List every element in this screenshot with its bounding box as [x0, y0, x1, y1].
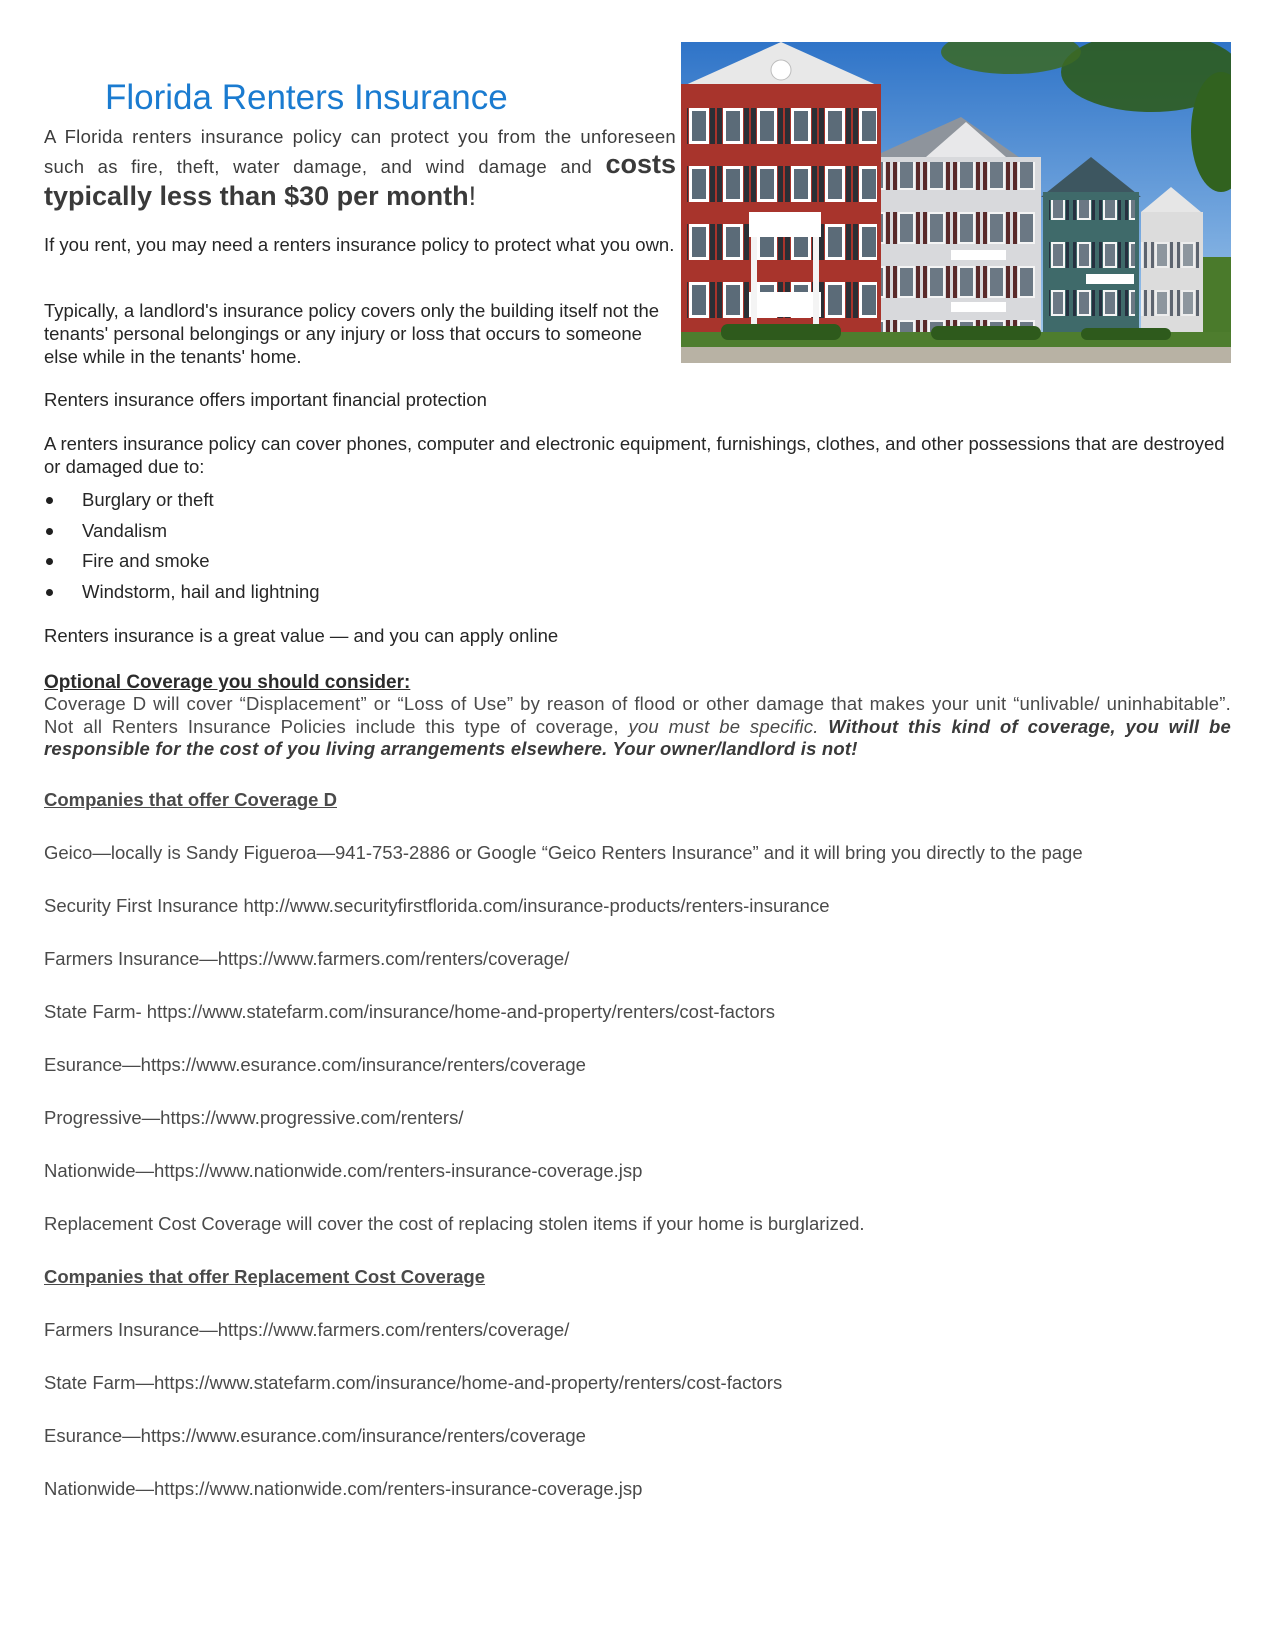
coverage-d-company: Progressive—https://www.progressive.com/renters/	[44, 1107, 464, 1128]
townhouses-photo	[681, 42, 1231, 363]
coverage-d-company: Security First Insurance http://www.securityfirstflorida.com/insurance-products/renters-insurance	[44, 895, 830, 916]
damage-causes-list	[44, 485, 320, 607]
replacement-company: State Farm—https://www.statefarm.com/insurance/home-and-property/renters/cost-factors	[44, 1372, 783, 1393]
intro-price-emphasis: costs typically less than $30 per month	[44, 149, 676, 211]
cover-paragraph: A renters insurance policy can cover phones, computer and electronic equipment, furnishings, clothes, and other possessions that are destroyed or damaged due to:	[44, 433, 1225, 477]
coverage-d-company: Nationwide—https://www.nationwide.com/renters-insurance-coverage.jsp	[44, 1160, 643, 1181]
coverage-d-company: Esurance—https://www.esurance.com/insurance/renters/coverage	[44, 1054, 586, 1075]
optional-coverage-heading: Optional Coverage you should consider:	[44, 672, 411, 693]
list-item: Burglary or theft	[44, 485, 320, 516]
replacement-cost-paragraph: Replacement Cost Coverage will cover the cost of replacing stolen items if your home is burglarized.	[44, 1213, 865, 1234]
optional-coverage-paragraph	[44, 693, 1231, 761]
protection-paragraph: Renters insurance offers important financial protection	[44, 389, 487, 410]
intro-text: A Florida renters insurance policy can protect you from the unforeseen such as fire, theft, water damage, and wind damage and	[44, 126, 676, 177]
list-item: Windstorm, hail and lightning	[44, 577, 320, 608]
replacement-company: Nationwide—https://www.nationwide.com/renters-insurance-coverage.jsp	[44, 1478, 643, 1499]
list-item: Vandalism	[44, 516, 320, 547]
bullet-dot-icon	[46, 528, 53, 535]
intro-exclaim: !	[468, 181, 477, 211]
intro-paragraph	[44, 125, 676, 212]
page-title: Florida Renters Insurance	[105, 78, 508, 117]
coverage-d-company: State Farm- https://www.statefarm.com/insurance/home-and-property/renters/cost-factors	[44, 1001, 776, 1022]
list-item: Fire and smoke	[44, 546, 320, 577]
landlord-paragraph: Typically, a landlord's insurance policy covers only the building itself not the tenants' personal belongings or any injury or loss that occurs to someone else while in the tenants' home.	[44, 300, 660, 367]
optional-coverage-italic: you must be specific.	[628, 715, 819, 737]
value-paragraph: Renters insurance is a great value — and you can apply online	[44, 625, 559, 646]
coverage-d-company: Farmers Insurance—https://www.farmers.com/renters/coverage/	[44, 948, 570, 969]
bullet-dot-icon	[46, 497, 53, 504]
bullet-dot-icon	[46, 589, 53, 596]
optional-coverage-text: Coverage D will cover “Displacement” or “Loss of Use” by reason of flood or other damage that makes your unit “unlivable/ uninhabitable”. Not all Renters Insurance Policies include this type of coverage,	[44, 693, 1231, 737]
replacement-cost-heading: Companies that offer Replacement Cost Coverage	[44, 1266, 486, 1287]
optional-coverage-warning: Without this kind of coverage, you will be responsible for the cost of you living arrangements elsewhere. Your owner/landlord is not!	[44, 715, 1231, 759]
replacement-company: Farmers Insurance—https://www.farmers.com/renters/coverage/	[44, 1319, 570, 1340]
coverage-d-heading: Companies that offer Coverage D	[44, 789, 337, 810]
replacement-company: Esurance—https://www.esurance.com/insurance/renters/coverage	[44, 1425, 586, 1446]
coverage-d-company: Geico—locally is Sandy Figueroa—941-753-2886 or Google “Geico Renters Insurance” and it will bring you directly to the page	[44, 842, 1083, 863]
rent-paragraph: If you rent, you may need a renters insurance policy to protect what you own.	[44, 234, 675, 255]
bullet-dot-icon	[46, 558, 53, 565]
